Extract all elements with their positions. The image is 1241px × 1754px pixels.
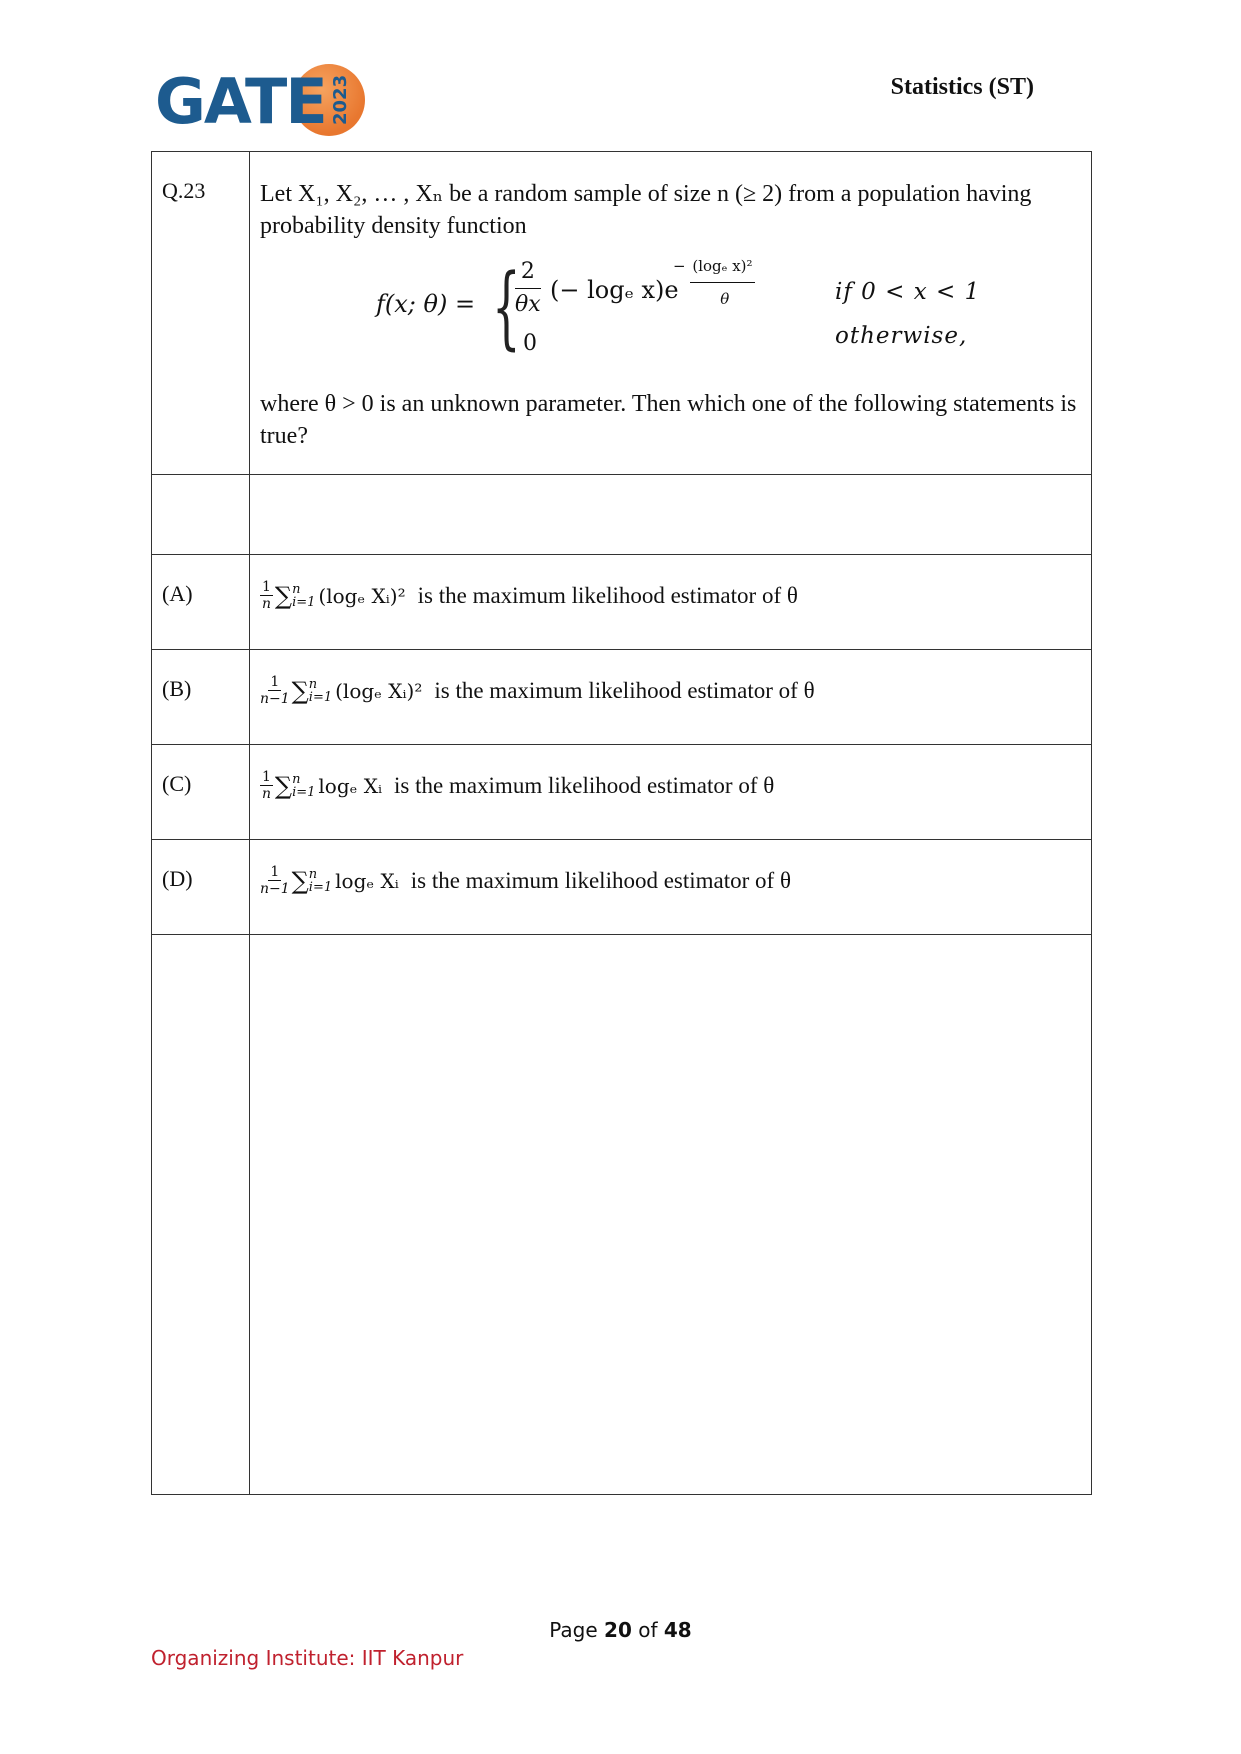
option-row-b bbox=[152, 650, 1092, 745]
option-row-c bbox=[152, 745, 1092, 840]
pdf-frac-num: 2 bbox=[515, 256, 541, 289]
option-frac-den: n−1 bbox=[260, 881, 290, 897]
sum-lower: i=1 bbox=[308, 689, 333, 705]
sum-upper: n bbox=[292, 581, 301, 597]
option-label: (C) bbox=[152, 745, 250, 840]
blank-cell-left bbox=[152, 475, 250, 555]
option-text: is the maximum likelihood estimator of θ bbox=[417, 582, 798, 608]
option-frac-den: n−1 bbox=[260, 691, 290, 707]
rough-cell-left bbox=[152, 935, 250, 1495]
page-current: 20 bbox=[604, 1618, 632, 1642]
logo-year: 2023 bbox=[330, 74, 351, 126]
option-label: (A) bbox=[152, 555, 250, 650]
pdf-lhs: f(x; θ) = bbox=[376, 290, 476, 318]
option-row-d bbox=[152, 840, 1092, 935]
gate-logo bbox=[155, 60, 365, 140]
option-term: logₑ Xᵢ bbox=[335, 868, 399, 893]
subject-title: Statistics (ST) bbox=[890, 74, 1034, 100]
pdf-zero: 0 bbox=[523, 331, 537, 356]
pdf-exp-sign: − bbox=[673, 257, 686, 275]
option-body bbox=[250, 745, 1092, 840]
option-label: (B) bbox=[152, 650, 250, 745]
sigma-icon: ∑ bbox=[291, 676, 309, 705]
blank-row bbox=[152, 475, 1092, 555]
pdf-exponent bbox=[673, 250, 755, 315]
sum-lower: i=1 bbox=[292, 594, 316, 610]
logo-text: GATE bbox=[155, 65, 326, 138]
pdf-middle: (− logₑ x)e bbox=[550, 276, 679, 304]
sigma-icon: ∑ bbox=[274, 581, 293, 610]
blank-cell-right bbox=[250, 475, 1092, 555]
pdf-exp-num: (logₑ x)² bbox=[690, 250, 754, 283]
page-number bbox=[0, 1618, 1241, 1642]
option-formula bbox=[260, 769, 382, 802]
page-prefix: Page bbox=[549, 1618, 605, 1642]
option-label: (D) bbox=[152, 840, 250, 935]
option-term: logₑ Xᵢ bbox=[318, 773, 382, 798]
option-frac-num: 1 bbox=[262, 579, 271, 595]
option-body bbox=[250, 650, 1092, 745]
option-text: is the maximum likelihood estimator of θ bbox=[410, 867, 791, 893]
pdf-condition-2: otherwise, bbox=[835, 323, 968, 349]
option-frac-num: 1 bbox=[270, 864, 280, 880]
option-row-a bbox=[152, 555, 1092, 650]
sum-upper: n bbox=[308, 866, 318, 882]
option-formula bbox=[260, 579, 406, 612]
option-frac-den: n bbox=[261, 786, 271, 802]
question-stem-part1: Let X₁, X₂, … , Xₙ be a random sample of size n (≥ 2) from a population having probability density function bbox=[260, 181, 1032, 239]
option-body bbox=[250, 840, 1092, 935]
sum-lower: i=1 bbox=[292, 784, 316, 800]
option-formula bbox=[260, 864, 399, 897]
question-stem-part2: where θ > 0 is an unknown parameter. Then which one of the following statements is true? bbox=[260, 391, 1077, 449]
pdf-fraction bbox=[515, 256, 541, 321]
page-mid: of bbox=[631, 1618, 664, 1642]
rough-cell-right bbox=[250, 935, 1092, 1495]
option-term: (logₑ Xᵢ)² bbox=[335, 678, 423, 703]
organizing-institute: Organizing Institute: IIT Kanpur bbox=[151, 1646, 464, 1670]
option-frac-num: 1 bbox=[270, 674, 280, 690]
rough-work-row bbox=[152, 935, 1092, 1495]
option-body bbox=[250, 555, 1092, 650]
page-total: 48 bbox=[663, 1618, 692, 1642]
option-formula bbox=[260, 674, 422, 707]
question-row bbox=[152, 152, 1092, 475]
left-brace-icon: { bbox=[492, 255, 521, 360]
option-frac-den: n bbox=[261, 596, 271, 612]
pdf-formula bbox=[260, 250, 1079, 380]
option-frac-num: 1 bbox=[262, 769, 271, 785]
question-table bbox=[151, 151, 1092, 1495]
option-term: (logₑ Xᵢ)² bbox=[318, 583, 406, 608]
sigma-icon: ∑ bbox=[291, 866, 309, 895]
sum-upper: n bbox=[292, 771, 301, 787]
option-text: is the maximum likelihood estimator of θ bbox=[434, 677, 815, 703]
sum-lower: i=1 bbox=[308, 879, 333, 895]
pdf-condition-1: if 0 < x < 1 bbox=[835, 279, 981, 305]
pdf-frac-den: θx bbox=[515, 292, 541, 317]
pdf-exp-den: θ bbox=[720, 290, 730, 308]
sigma-icon: ∑ bbox=[274, 771, 293, 800]
sum-upper: n bbox=[308, 676, 318, 692]
question-number: Q.23 bbox=[152, 152, 250, 475]
option-text: is the maximum likelihood estimator of θ bbox=[394, 772, 775, 798]
question-stem-cell bbox=[250, 152, 1092, 475]
